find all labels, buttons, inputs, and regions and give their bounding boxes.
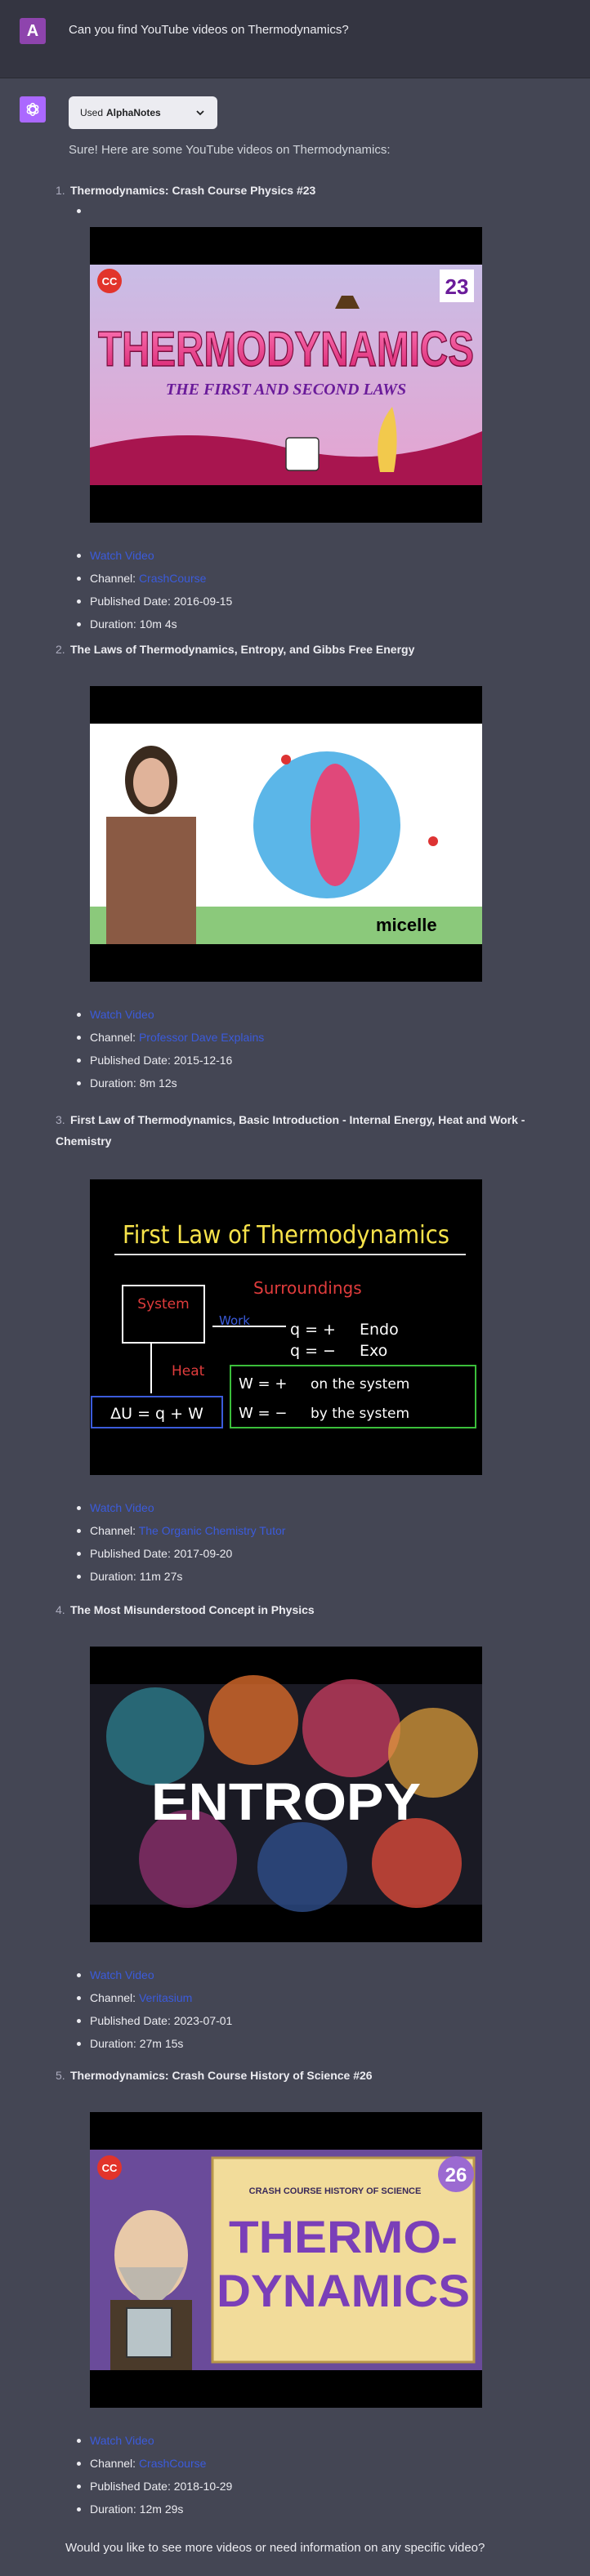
channel-link-5[interactable]: CrashCourse <box>138 2457 207 2470</box>
video-thumbnail-3[interactable] <box>90 1179 482 1475</box>
plugin-name: AlphaNotes <box>106 107 161 118</box>
crashcourse-logo: CC <box>101 275 118 287</box>
user-message-row <box>0 0 590 78</box>
episode-badge-2: 26 <box>445 2164 467 2186</box>
video-title-2: 2. The Laws of Thermodynamics, Entropy, and Gibbs Free Energy <box>56 643 415 656</box>
video-thumbnail-4[interactable] <box>90 1647 482 1942</box>
episode-badge: 23 <box>445 274 469 299</box>
video-details-4: Watch Video Channel: Veritasium Published Date: 2023-07-01 Duration: 27m 15s <box>74 1963 232 2055</box>
video-details-5: Watch Video Channel: CrashCourse Published Date: 2018-10-29 Duration: 12m 29s <box>74 2429 232 2520</box>
user-message: Can you find YouTube videos on Thermodynamics? <box>69 23 349 37</box>
assistant-avatar <box>20 96 46 123</box>
video-title-5: 5. Thermodynamics: Crash Course History of Science #26 <box>56 2069 373 2082</box>
svg-text:q = −: q = − <box>290 1342 336 1360</box>
svg-text:q = +: q = + <box>290 1321 336 1339</box>
duration-2: 8m 12s <box>139 1076 177 1090</box>
published-date-1: 2016-09-15 <box>173 595 233 608</box>
video-details-1: Watch Video Channel: CrashCourse Published Date: 2016-09-15 Duration: 10m 4s <box>74 544 232 635</box>
channel-link-3[interactable]: The Organic Chemistry Tutor <box>138 1524 286 1537</box>
video-title-1: 1. Thermodynamics: Crash Course Physics #23 <box>56 184 316 197</box>
crashcourse-logo-2: CC <box>101 2162 118 2174</box>
assistant-outro: Would you like to see more videos or need information on any specific video? <box>65 2541 485 2555</box>
watch-video-link-1[interactable]: Watch Video <box>90 549 154 562</box>
channel-link-1[interactable]: CrashCourse <box>138 572 207 585</box>
svg-text:W = +: W = + <box>239 1375 288 1393</box>
svg-text:W = −: W = − <box>239 1405 288 1422</box>
svg-text:First Law of Thermodynamics: First Law of Thermodynamics <box>123 1221 449 1250</box>
openai-logo-icon <box>24 100 42 118</box>
channel-link-4[interactable]: Veritasium <box>138 1991 193 2004</box>
video-details-3: Watch Video Channel: The Organic Chemistry Tutor Published Date: 2017-09-20 Duration: 11m 27s <box>74 1496 285 1588</box>
svg-text:THERMO-: THERMO- <box>229 2211 458 2262</box>
duration-1: 10m 4s <box>139 617 177 631</box>
user-avatar: A <box>20 18 46 44</box>
svg-text:Work: Work <box>219 1313 250 1328</box>
video-thumbnail-1[interactable] <box>90 227 482 523</box>
published-date-3: 2017-09-20 <box>173 1547 233 1560</box>
svg-text:Heat: Heat <box>172 1363 205 1379</box>
svg-text:DYNAMICS: DYNAMICS <box>217 2265 470 2316</box>
svg-text:Surroundings: Surroundings <box>253 1278 362 1298</box>
published-date-2: 2015-12-16 <box>173 1054 233 1067</box>
video-thumbnail-2[interactable] <box>90 686 482 982</box>
watch-video-link-3[interactable]: Watch Video <box>90 1501 154 1514</box>
chevron-down-icon <box>194 107 206 118</box>
watch-video-link-2[interactable]: Watch Video <box>90 1008 154 1021</box>
duration-3: 11m 27s <box>139 1570 183 1583</box>
channel-link-2[interactable]: Professor Dave Explains <box>138 1031 265 1044</box>
svg-text:on the system: on the system <box>311 1376 410 1393</box>
video-title-3: 3. First Law of Thermodynamics, Basic Introduction - Internal Energy, Heat and Work - Chemistry <box>56 1113 525 1148</box>
empty-bullet <box>77 209 81 213</box>
thumbnail-title: THERMODYNAMICS <box>98 322 474 377</box>
svg-text:Exo: Exo <box>360 1342 388 1360</box>
micelle-caption: micelle <box>376 915 437 935</box>
svg-text:CRASH COURSE HISTORY OF SCIENC: CRASH COURSE HISTORY OF SCIENCE <box>248 2186 422 2196</box>
assistant-intro: Sure! Here are some YouTube videos on Thermodynamics: <box>69 143 391 157</box>
svg-text:System: System <box>137 1296 190 1313</box>
watch-video-link-5[interactable]: Watch Video <box>90 2434 154 2447</box>
video-title-4: 4. The Most Misunderstood Concept in Physics <box>56 1603 315 1616</box>
duration-4: 27m 15s <box>139 2037 184 2050</box>
video-details-2: Watch Video Channel: Professor Dave Explains Published Date: 2015-12-16 Duration: 8m 12s <box>74 1003 264 1094</box>
svg-text:ΔU = q + W: ΔU = q + W <box>110 1405 203 1423</box>
published-date-4: 2023-07-01 <box>173 2014 233 2027</box>
entropy-title: ENTROPY <box>151 1772 421 1831</box>
svg-text:Endo: Endo <box>360 1321 399 1339</box>
plugin-used-toggle[interactable] <box>69 96 217 129</box>
published-date-5: 2018-10-29 <box>173 2480 233 2493</box>
duration-5: 12m 29s <box>139 2502 184 2516</box>
video-thumbnail-5[interactable] <box>90 2112 482 2408</box>
svg-text:by the system: by the system <box>311 1406 410 1422</box>
plugin-prefix: Used <box>80 107 104 118</box>
thumbnail-subtitle: THE FIRST AND SECOND LAWS <box>165 381 407 399</box>
watch-video-link-4[interactable]: Watch Video <box>90 1968 154 1981</box>
